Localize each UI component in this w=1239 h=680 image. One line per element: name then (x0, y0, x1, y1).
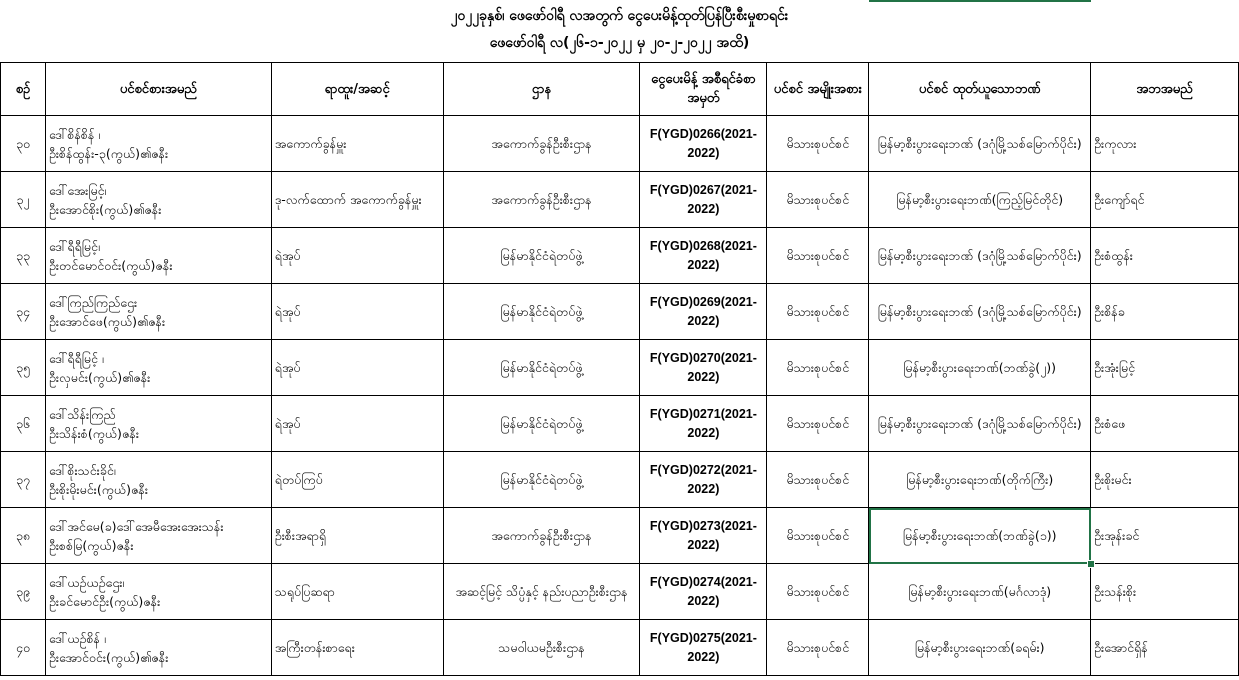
cell-type[interactable]: မိသားစုပင်စင် (767, 564, 869, 620)
table-row (1, 396, 1239, 452)
cell-rank[interactable]: အကောက်ခွန်မှူး (271, 116, 443, 172)
cell-dept[interactable]: မြန်မာနိုင်ငံရဲတပ်ဖွဲ့ (443, 452, 640, 508)
cell-father-name[interactable]: ဦးစိုးမင်း (1091, 452, 1239, 508)
cell-no[interactable]: ၄၀ (1, 620, 46, 676)
pensioner-name: ဒေါ်ယဉ်စိန် ၊ (48, 630, 106, 646)
spouse-note: ဦးခင်မောင်ဦး(ကွယ်)ဇနီး (48, 593, 161, 609)
cell-father-name[interactable]: ဦးအုန်းခင် (1091, 508, 1239, 564)
cell-dept[interactable]: အကောက်ခွန်ဦးစီးဌာန (443, 508, 640, 564)
cell-permit[interactable]: F(YGD)0274(2021-2022) (640, 564, 767, 620)
cell-dept[interactable]: အကောက်ခွန်ဦးစီးဌာန (443, 116, 640, 172)
cell-permit[interactable]: F(YGD)0266(2021-2022) (640, 116, 767, 172)
cell-dept[interactable]: မြန်မာနိုင်ငံရဲတပ်ဖွဲ့ (443, 284, 640, 340)
col-header-bank[interactable]: ပင်စင် ထုတ်ယူသောဘဏ် (869, 63, 1091, 116)
cell-type[interactable]: မိသားစုပင်စင် (767, 620, 869, 676)
cell-father-name[interactable]: ဦးစံဖေ (1091, 396, 1239, 452)
cell-father-name[interactable]: ဦးသန်းစိုး (1091, 564, 1239, 620)
pensioner-name: ဒေါ်အေးမြင့်၊ (48, 182, 107, 198)
cell-no[interactable]: ၃၄ (1, 284, 46, 340)
spouse-note: ဦးစိုးမိုးမင်း(ကွယ်)ဇနီး (48, 481, 149, 497)
cell-name[interactable] (45, 116, 271, 172)
col-header-permit[interactable]: ငွေပေးမိန့် အစီရင်ခံစာအမှတ် (640, 63, 767, 116)
cell-permit[interactable]: F(YGD)0275(2021-2022) (640, 620, 767, 676)
col-header-father[interactable]: အဘအမည် (1091, 63, 1239, 116)
cell-bank[interactable]: မြန်မာ့စီးပွားရေးဘဏ် (ဒဂုံမြို့သစ်မြောက်ပိုင်း) (869, 396, 1091, 452)
cell-name[interactable] (45, 340, 271, 396)
cell-dept[interactable]: အဆင့်မြင့် သိပ္ပံနှင့် နည်းပညာဦးစီးဌာန (443, 564, 640, 620)
table-row (1, 508, 1239, 564)
pensioner-name: ဒေါ်သိန်းကြည် (48, 406, 116, 422)
cell-rank[interactable]: ရဲအုပ် (271, 284, 443, 340)
cell-bank[interactable]: မြန်မာ့စီးပွားရေးဘဏ်(မင်္ဂလာဒုံ) (869, 564, 1091, 620)
cell-name[interactable] (45, 452, 271, 508)
cell-dept[interactable]: အကောက်ခွန်ဦးစီးဌာန (443, 172, 640, 228)
table-row (1, 228, 1239, 284)
table-row (1, 340, 1239, 396)
table-row (1, 452, 1239, 508)
spouse-note: ဦးသိန်းစံ(ကွယ်)ဇနီး (48, 425, 140, 441)
cell-type[interactable]: မိသားစုပင်စင် (767, 284, 869, 340)
cell-rank[interactable]: ရဲအုပ် (271, 228, 443, 284)
cell-no[interactable]: ၃၂ (1, 172, 46, 228)
cell-father-name[interactable]: ဦးစံထွန်း (1091, 228, 1239, 284)
spouse-note: ဦးအောင်ဖေ(ကွယ်)၏ဇနီး (48, 313, 166, 329)
table-row (1, 284, 1239, 340)
col-header-dept[interactable]: ဌာန (443, 63, 640, 116)
cell-no[interactable]: ၃၃ (1, 228, 46, 284)
cell-no[interactable]: ၃၈ (1, 508, 46, 564)
cell-rank[interactable]: ရဲအုပ် (271, 340, 443, 396)
cell-bank[interactable]: မြန်မာ့စီးပွားရေးဘဏ် (ဒဂုံမြို့သစ်မြောက်ပိုင်း) (869, 284, 1091, 340)
pensioner-name: ဒေါ်ယဉ်ယဉ်ဌေး၊ (48, 574, 125, 590)
cell-father-name[interactable]: ဦးအောင်ရှိန် (1091, 620, 1239, 676)
table-row (1, 564, 1239, 620)
cell-name[interactable] (45, 508, 271, 564)
spouse-note: ဦးလှမင်း(ကွယ်)၏ဇနီး (48, 369, 151, 385)
pensioner-name: ဒေါ်ရီရီမြင့်၊ (48, 238, 100, 254)
cell-name[interactable] (45, 396, 271, 452)
cell-father-name[interactable]: ဦးကျော်ရင် (1091, 172, 1239, 228)
cell-rank[interactable]: ရဲတပ်ကြပ် (271, 452, 443, 508)
cell-name[interactable] (45, 620, 271, 676)
table-row (1, 172, 1239, 228)
fill-handle[interactable] (1087, 560, 1095, 568)
cell-type[interactable]: မိသားစုပင်စင် (767, 508, 869, 564)
cell-permit[interactable]: F(YGD)0271(2021-2022) (640, 396, 767, 452)
col-header-no[interactable]: စဉ် (1, 63, 46, 116)
cell-rank[interactable]: အကြီးတန်းစာရေး (271, 620, 443, 676)
cell-no[interactable]: ၃၆ (1, 396, 46, 452)
col-header-rank[interactable]: ရာထူး/အဆင့် (271, 63, 443, 116)
cell-name[interactable] (45, 564, 271, 620)
col-header-name[interactable]: ပင်စင်စားအမည် (45, 63, 271, 116)
cell-bank[interactable]: မြန်မာ့စီးပွားရေးဘဏ်(ခရမ်း) (869, 620, 1091, 676)
cell-dept[interactable]: မြန်မာနိုင်ငံရဲတပ်ဖွဲ့ (443, 340, 640, 396)
spouse-note: ဦးစိန်ထွန်း-၃(ကွယ်)၏ဇနီး (48, 145, 169, 161)
spouse-note: ဦးစစ်မြ(ကွယ်)ဇနီး (48, 537, 134, 553)
cell-type[interactable]: မိသားစုပင်စင် (767, 452, 869, 508)
cell-bank[interactable]: မြန်မာ့စီးပွားရေးဘဏ်(ဘဏ်ခွဲ(၁)) (869, 508, 1091, 564)
cell-rank[interactable]: ဒု-လက်ထောက် အကောက်ခွန်မှူး (271, 172, 443, 228)
cell-rank[interactable]: သရုပ်ပြဆရာ (271, 564, 443, 620)
cell-rank[interactable]: ရဲအုပ် (271, 396, 443, 452)
cell-permit[interactable]: F(YGD)0273(2021-2022) (640, 508, 767, 564)
pensioner-name: ဒေါ်ရီရီမြင့် ၊ (48, 350, 104, 366)
cell-father-name[interactable]: ဦးစိန်ခ (1091, 284, 1239, 340)
cell-father-name[interactable]: ဦးကုလား (1091, 116, 1239, 172)
cell-no[interactable]: ၃၅ (1, 340, 46, 396)
col-header-type[interactable]: ပင်စင် အမျိုးအစား (767, 63, 869, 116)
pension-table (0, 62, 1239, 676)
cell-no[interactable]: ၃၉ (1, 564, 46, 620)
cell-rank[interactable]: ဦးစီးအရာရှိ (271, 508, 443, 564)
cell-father-name[interactable]: ဦးအုံးမြင့် (1091, 340, 1239, 396)
cell-bank[interactable]: မြန်မာ့စီးပွားရေးဘဏ် (ဒဂုံမြို့သစ်မြောက်ပိုင်း) (869, 116, 1091, 172)
cell-no[interactable]: ၃၇ (1, 452, 46, 508)
cell-permit[interactable]: F(YGD)0272(2021-2022) (640, 452, 767, 508)
cell-type[interactable]: မိသားစုပင်စင် (767, 172, 869, 228)
cell-permit[interactable]: F(YGD)0268(2021-2022) (640, 228, 767, 284)
sheet-title: ၂၀၂၂ခုနှစ်၊ ဖေဖော်ဝါရီ လအတွက် ငွေပေးမိန့်ထုတ်ပြန်ပြီးစီးမှုစာရင်း (450, 8, 789, 24)
pensioner-name: ဒေါ်စိုးသင်းခိုင်၊ (48, 462, 116, 478)
cell-permit[interactable]: F(YGD)0269(2021-2022) (640, 284, 767, 340)
cell-dept[interactable]: မြန်မာနိုင်ငံရဲတပ်ဖွဲ့ (443, 396, 640, 452)
cell-type[interactable]: မိသားစုပင်စင် (767, 396, 869, 452)
cell-bank[interactable]: မြန်မာ့စီးပွားရေးဘဏ် (ဒဂုံမြို့သစ်မြောက်ပိုင်း) (869, 228, 1091, 284)
header-row (1, 63, 1239, 116)
spouse-note: ဦးအောင်စိုး(ကွယ်)၏ဇနီး (48, 201, 162, 217)
spouse-note: ဦးအောင်ဝင်း(ကွယ်)၏ဇနီး (48, 649, 169, 665)
cell-bank[interactable]: မြန်မာ့စီးပွားရေးဘဏ်(တိုက်ကြီး) (869, 452, 1091, 508)
pensioner-name: ဒေါ်အင်မေ(ခ)ဒေါ်အေမီအေးအေးသန်း (48, 518, 224, 534)
sheet-subtitle: ဖေဖော်ဝါရီ လ(၂၆-၁-၂၀၂၂ မှ ၂၀-၂-၂၀၂၂ အထိ) (489, 35, 750, 51)
cell-no[interactable]: ၃၀ (1, 116, 46, 172)
cell-type[interactable]: မိသားစုပင်စင် (767, 116, 869, 172)
cell-type[interactable]: မိသားစုပင်စင် (767, 228, 869, 284)
cell-bank[interactable]: မြန်မာ့စီးပွားရေးဘဏ်(ကြည့်မြင်တိုင်) (869, 172, 1091, 228)
cell-name[interactable] (45, 172, 271, 228)
pensioner-name: ဒေါ်ကြည်ကြည်ဌေး (48, 294, 138, 310)
cell-dept[interactable]: သမဝါယမဦးစီးဌာန (443, 620, 640, 676)
cell-name[interactable] (45, 284, 271, 340)
cell-type[interactable]: မိသားစုပင်စင် (767, 340, 869, 396)
spouse-note: ဦးတင်မောင်ဝင်း(ကွယ်)ဇနီး (48, 257, 173, 273)
pensioner-name: ဒေါ်စိန်စိန် ၊ (48, 126, 101, 142)
cell-dept[interactable]: မြန်မာနိုင်ငံရဲတပ်ဖွဲ့ (443, 228, 640, 284)
table-row (1, 620, 1239, 676)
cell-permit[interactable]: F(YGD)0267(2021-2022) (640, 172, 767, 228)
cell-bank[interactable]: မြန်မာ့စီးပွားရေးဘဏ်(ဘဏ်ခွဲ(၂)) (869, 340, 1091, 396)
sheet-title-block (0, 0, 1239, 62)
cell-name[interactable] (45, 228, 271, 284)
cell-permit[interactable]: F(YGD)0270(2021-2022) (640, 340, 767, 396)
table-row (1, 116, 1239, 172)
